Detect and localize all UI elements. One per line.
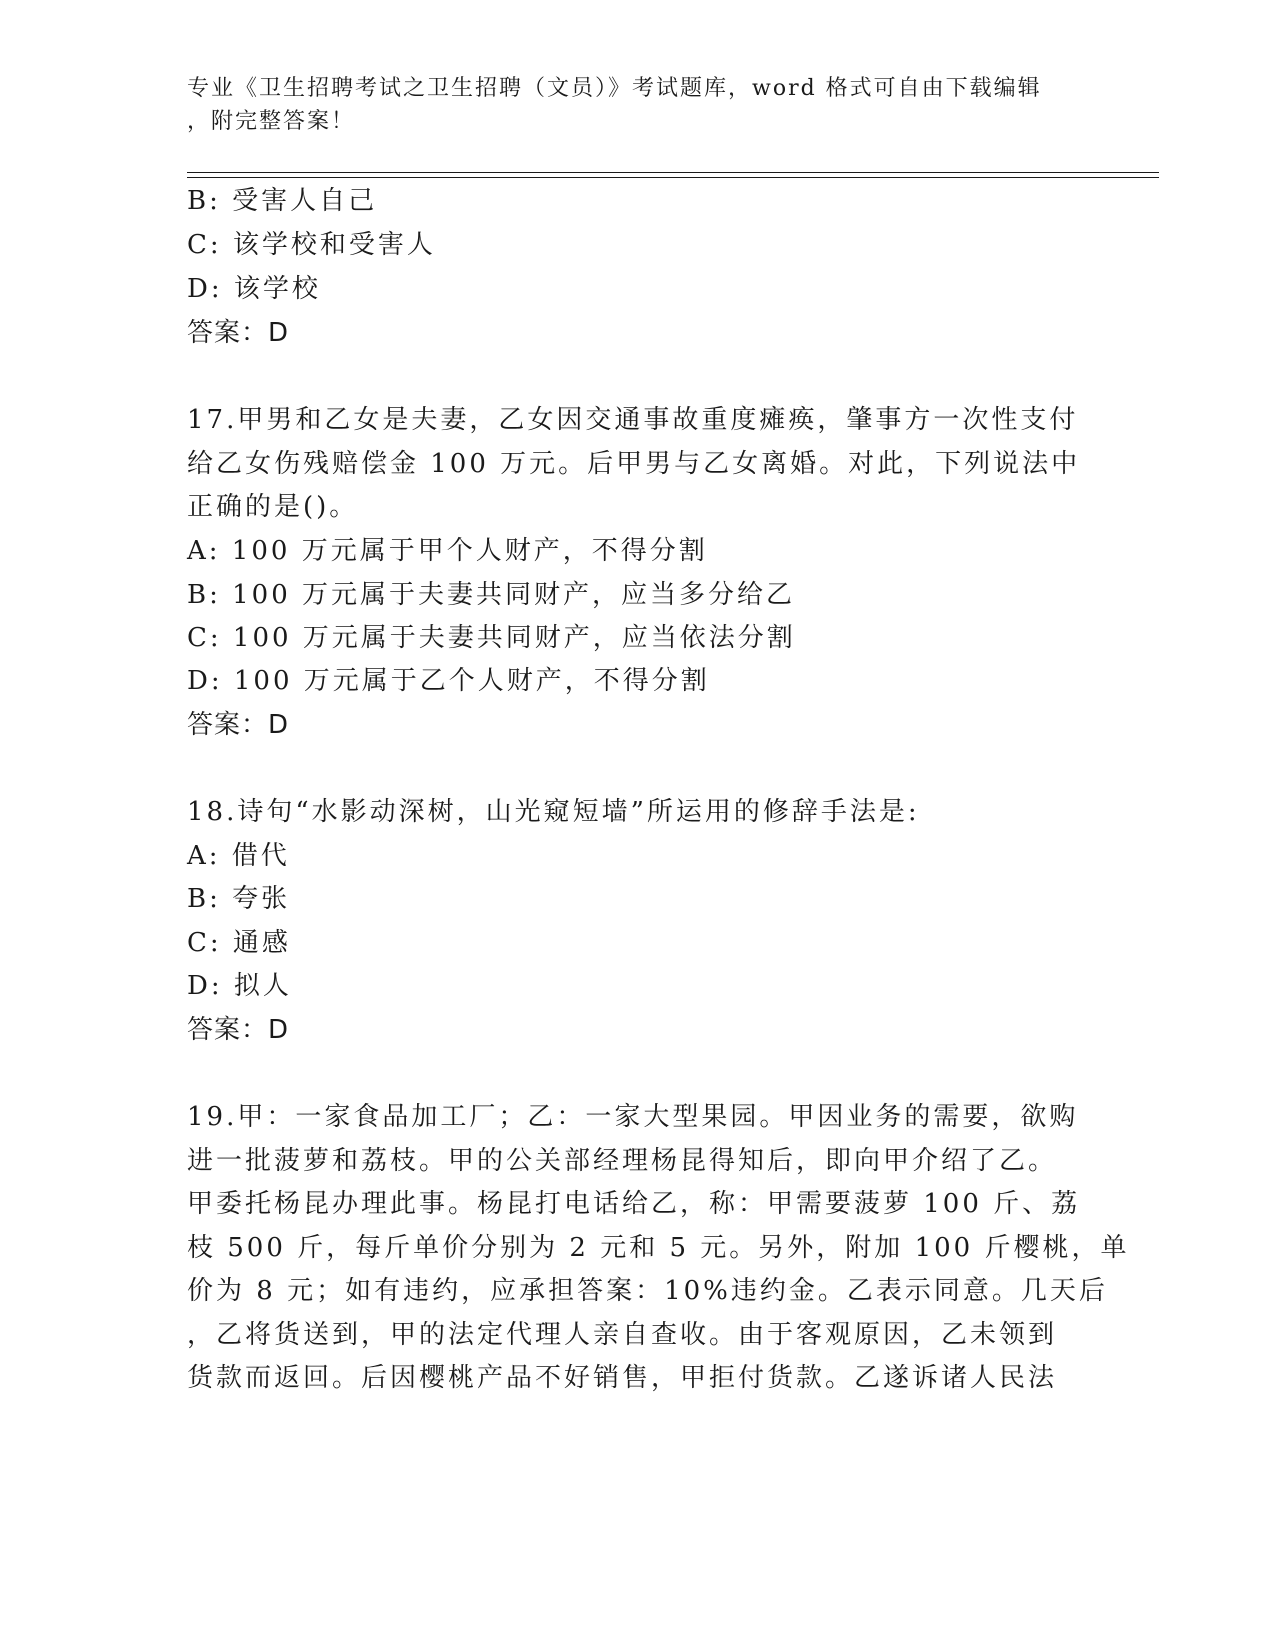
q16-option-c: C: 该学校和受害人 (187, 230, 436, 260)
q19-stem-line-5: 价为 8 元；如有违约，应承担答案：10%违约金。乙表示同意。几天后 (187, 1276, 1108, 1306)
header-rule-bottom (187, 177, 1159, 178)
q16-option-d: D: 该学校 (187, 274, 321, 304)
header-line-2: ，附完整答案！ (187, 109, 356, 134)
q18-option-c: C: 通感 (187, 928, 291, 958)
q16-answer (187, 317, 289, 349)
q17-stem-line-2: 给乙女伤残赔偿金 100 万元。后甲男与乙女离婚。对此，下列说法中 (187, 449, 1081, 479)
q17-option-d: D: 100 万元属于乙个人财产，不得分割 (187, 666, 710, 696)
q17-option-b: B: 100 万元属于夫妻共同财产，应当多分给乙 (187, 580, 796, 610)
q19-stem-line-7: 货款而返回。后因樱桃产品不好销售，甲拒付货款。乙遂诉诸人民法 (187, 1363, 1058, 1393)
q19-stem-line-1: 19.甲：一家食品加工厂；乙：一家大型果园。甲因业务的需要，欲购 (187, 1102, 1079, 1132)
document-header (187, 72, 1077, 138)
q18-answer-text: 答案：D (187, 1015, 290, 1045)
q17-option-a: A: 100 万元属于甲个人财产，不得分割 (187, 536, 708, 566)
q19-stem-line-2: 进一批菠萝和荔枝。甲的公关部经理杨昆得知后，即向甲介绍了乙。 (187, 1146, 1058, 1176)
q19-stem-line-3: 甲委托杨昆办理此事。杨昆打电话给乙，称：甲需要菠萝 100 斤、荔 (187, 1189, 1081, 1219)
q17-stem-line-1: 17.甲男和乙女是夫妻，乙女因交通事故重度瘫痪，肇事方一次性支付 (187, 405, 1079, 435)
q18-stem-line-1: 18.诗句“水影动深树，山光窥短墙”所运用的修辞手法是: (187, 797, 920, 827)
q17-stem-line-3: 正确的是()。 (187, 492, 359, 522)
q19-stem-line-4: 枝 500 斤，每斤单价分别为 2 元和 5 元。另外，附加 100 斤樱桃，单 (187, 1233, 1130, 1263)
q18-option-d: D: 拟人 (187, 971, 292, 1001)
q19-stem-line-6: ，乙将货送到，甲的法定代理人亲自查收。由于客观原因，乙未领到 (187, 1320, 1058, 1350)
q18-option-a: A: 借代 (187, 841, 290, 871)
q16-answer-text: 答案：D (187, 318, 290, 348)
q17-answer-text: 答案：D (187, 710, 290, 740)
q17-option-c: C: 100 万元属于夫妻共同财产，应当依法分割 (187, 623, 796, 653)
q16-option-b: B: 受害人自己 (187, 186, 378, 216)
q18-option-b: B: 夸张 (187, 884, 291, 914)
q18-answer (187, 1014, 289, 1046)
header-rule-top (187, 172, 1159, 173)
header-line-1: 专业《卫生招聘考试之卫生招聘（文员）》考试题库，word 格式可自由下载编辑 (187, 76, 1042, 101)
q17-answer (187, 709, 289, 741)
